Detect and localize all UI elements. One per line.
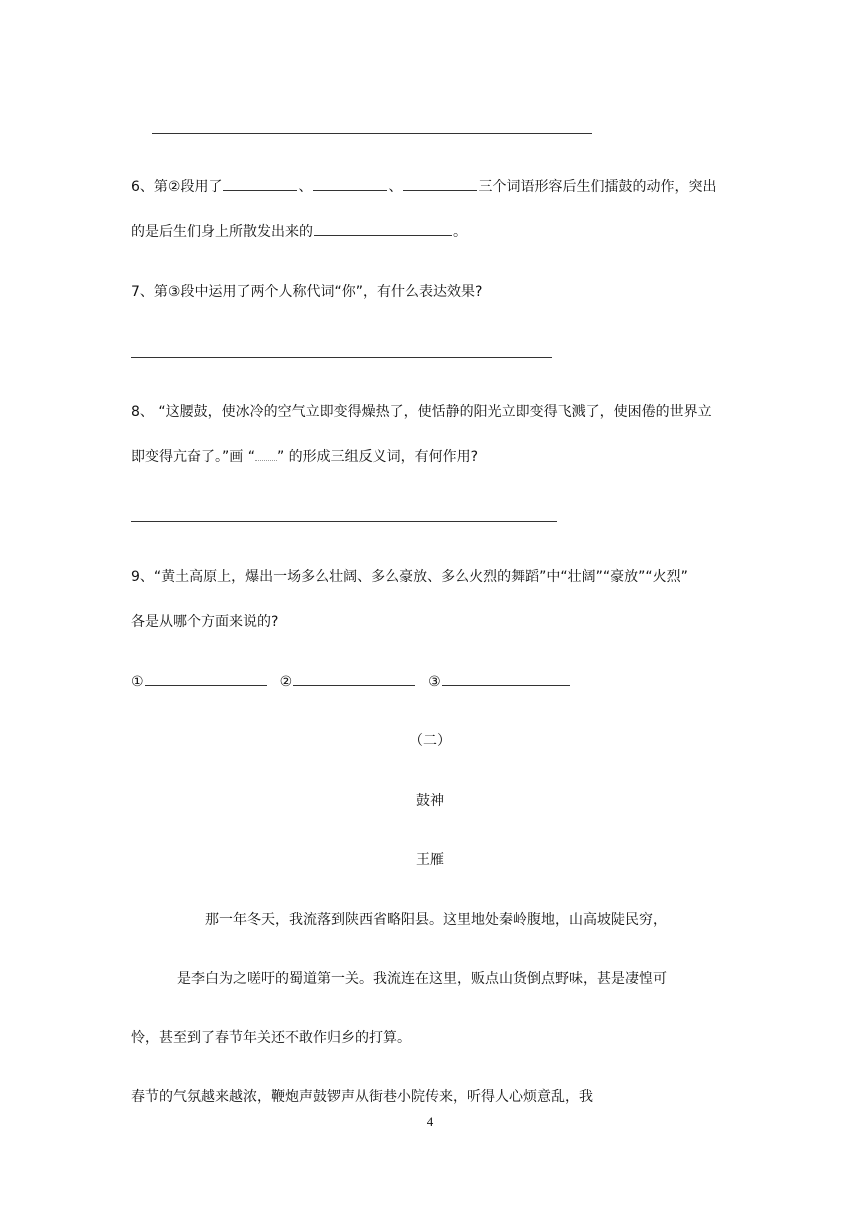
q9-label-1: ① [131,674,144,690]
q9-label-2: ② [279,674,293,690]
answer-line-q7[interactable] [131,357,552,358]
question-6-line1 [131,178,716,196]
question-9-line1: 9、“黄土高原上，爆出一场多么壮阔、多么豪放、多么火烈的舞蹈”中“壮阔”“豪放”“火烈” [131,569,688,585]
q6-sep-2: 、 [388,179,403,195]
section-author: 王雁 [416,852,444,868]
dotted-underline-sample [255,448,277,461]
passage-line-4: 春节的气氛越来越浓，鞭炮声鼓锣声从街巷小院传来，听得人心烦意乱，我 [131,1089,593,1105]
question-9-line2: 各是从哪个方面来说的? [131,614,279,630]
question-8-line1: 8、 “这腰鼓，使冰冷的空气立即变得燥热了，使恬静的阳光立即变得飞溅了，使困倦的世界立 [131,404,712,420]
section-title: 鼓神 [416,793,444,809]
passage-line-3: 怜，甚至到了春节年关还不敢作归乡的打算。 [131,1030,411,1046]
q6-blank-2[interactable] [313,178,387,191]
answer-line-q8[interactable] [131,521,557,522]
page-number: 4 [426,1114,434,1129]
passage-line-1: 那一年冬天，我流落到陕西省略阳县。这里地处秦岭腹地，山高坡陡民穷， [205,912,667,928]
q6-line2-prefix: 的是后生们身上所散发出来的 [131,224,313,240]
q6-mid: 三个词语形容后生们擂鼓的动作，突出 [478,179,717,195]
passage-line-2: 是李白为之嗟吁的蜀道第一关。我流连在这里，贩点山货倒点野味，甚是凄惶可 [177,971,667,987]
q9-blank-3[interactable] [442,673,570,686]
q9-blank-1[interactable] [145,673,267,686]
q6-line2-end: 。 [453,224,467,240]
question-7: 7、第③段中运用了两个人称代词“你”，有什么表达效果? [131,284,483,300]
section-number: （二） [409,733,451,749]
question-6-line2 [131,223,467,241]
q6-sep-1: 、 [298,179,313,195]
q6-blank-3[interactable] [403,178,477,191]
q6-prefix: 6、第②段用了 [131,179,223,195]
question-9-answers [131,673,571,691]
q9-blank-2[interactable] [293,673,415,686]
q8-line2-b: ” 的形成三组反义词，有何作用? [276,449,479,465]
question-8-line2 [131,448,478,466]
q8-line2-a: 即变得亢奋了。”画 “ [131,449,255,465]
answer-line-q5 [152,133,592,134]
q6-blank-1[interactable] [223,178,297,191]
q9-label-3: ③ [428,674,441,690]
q6-blank-4[interactable] [314,223,452,236]
